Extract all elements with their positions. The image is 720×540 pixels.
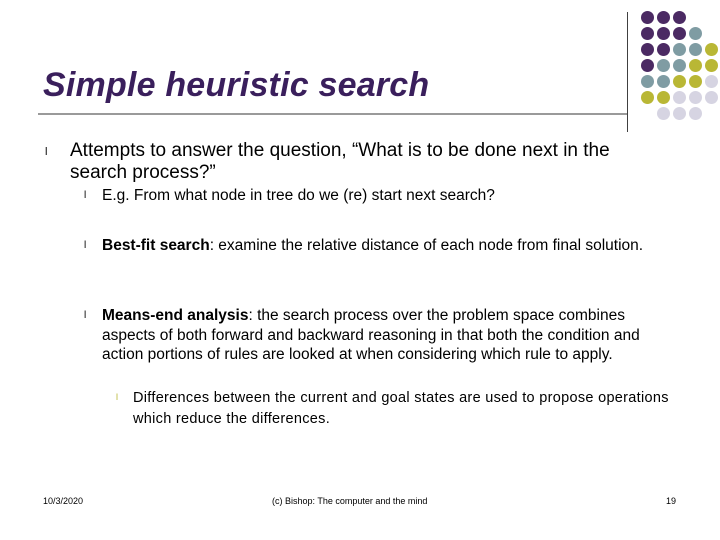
- title-underline: [38, 113, 628, 115]
- deco-dot: [689, 43, 702, 56]
- deco-dot: [641, 27, 654, 40]
- deco-dot: [673, 75, 686, 88]
- deco-dot: [657, 43, 670, 56]
- bullet-sub-1: E.g. From what node in tree do we (re) start next search?: [102, 187, 495, 204]
- deco-dot: [657, 59, 670, 72]
- bullet-main: Attempts to answer the question, “What is to be done next in the search process?”: [70, 140, 610, 183]
- deco-dot: [673, 59, 686, 72]
- deco-dot: [657, 107, 670, 120]
- footer-center: (c) Bishop: The computer and the mind: [272, 496, 428, 506]
- deco-dot: [689, 27, 702, 40]
- deco-dot: [641, 91, 654, 104]
- bestfit-term: Best-fit search: [102, 237, 210, 254]
- deco-dot: [705, 43, 718, 56]
- deco-dot: [705, 75, 718, 88]
- deco-dot: [657, 75, 670, 88]
- bullet-marker: l: [116, 392, 118, 402]
- deco-dot: [673, 91, 686, 104]
- meansend-desc: : the search process over the problem space combines aspects of both forward and backward reasoning in that both the condition and action portions of rules are looked at when considering which rule to apply.: [102, 307, 640, 363]
- deco-dot: [673, 107, 686, 120]
- deco-dot: [657, 91, 670, 104]
- bullet-marker: l: [84, 240, 87, 251]
- deco-dot: [657, 27, 670, 40]
- deco-dot: [689, 107, 702, 120]
- deco-dot: [641, 43, 654, 56]
- bullet-marker: l: [84, 310, 87, 321]
- decorative-vertical-line: [627, 12, 628, 132]
- deco-dot: [641, 11, 654, 24]
- footer-date: 10/3/2020: [43, 496, 84, 506]
- deco-dot: [673, 43, 686, 56]
- bestfit-desc: : examine the relative distance of each node from final solution.: [209, 237, 644, 254]
- meansend-term: Means-end analysis: [102, 307, 249, 324]
- deco-dot: [641, 59, 654, 72]
- deco-dot: [689, 91, 702, 104]
- deco-dot: [657, 11, 670, 24]
- deco-dot: [641, 75, 654, 88]
- footer-page-number: 19: [666, 496, 677, 506]
- deco-dot: [673, 11, 686, 24]
- deco-dot: [705, 59, 718, 72]
- slide-title: Simple heuristic search: [43, 66, 430, 104]
- deco-dot: [705, 91, 718, 104]
- deco-dot: [689, 59, 702, 72]
- bullet-sub-3-child: Differences between the current and goal states are used to propose operations which reduce the differences.: [133, 390, 669, 427]
- bullet-marker: l: [45, 146, 48, 158]
- deco-dot: [689, 75, 702, 88]
- bullet-sub-3: [102, 306, 682, 365]
- deco-dot: [673, 27, 686, 40]
- bullet-marker: l: [84, 190, 87, 201]
- bullet-sub-2: [102, 236, 682, 256]
